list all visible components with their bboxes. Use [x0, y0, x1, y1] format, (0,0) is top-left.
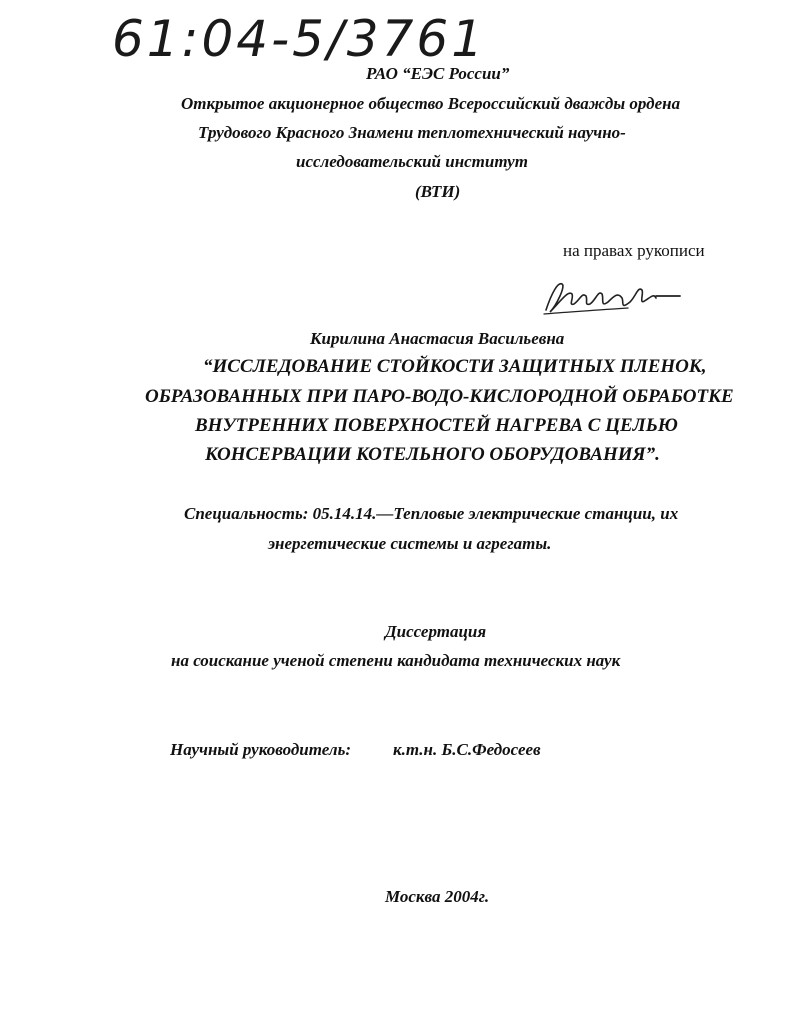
- place-and-year: Москва 2004г.: [385, 887, 490, 906]
- archive-number-handwritten: [112, 6, 512, 68]
- degree-line: на соискание ученой степени кандидата технических наук: [171, 651, 621, 670]
- title-line-4: КОНСЕРВАЦИИ КОТЕЛЬНОГО ОБОРУДОВАНИЯ”.: [205, 444, 660, 465]
- organization-abbreviation: (ВТИ): [415, 182, 461, 201]
- author-name: Кирилина Анастасия Васильевна: [310, 329, 565, 348]
- organization-short-name: РАО “ЕЭС России”: [366, 64, 510, 83]
- organization-line-1: Открытое акционерное общество Всероссийский дважды ордена: [181, 94, 681, 113]
- specialty-line-1: Специальность: 05.14.14.—Тепловые электрические станции, их: [184, 504, 679, 523]
- work-type: Диссертация: [385, 622, 487, 641]
- supervisor-label: Научный руководитель:: [170, 740, 352, 759]
- title-line-2: ОБРАЗОВАННЫХ ПРИ ПАРО-ВОДО-КИСЛОРОДНОЙ ОБРАБОТКЕ: [145, 386, 734, 407]
- title-line-3: ВНУТРЕННИХ ПОВЕРХНОСТЕЙ НАГРЕВА С ЦЕЛЬЮ: [195, 415, 678, 436]
- organization-line-3: исследовательский институт: [296, 152, 528, 171]
- archive-number-text: 61:04-5/3761: [112, 10, 487, 68]
- specialty-line-2: энергетические системы и агрегаты.: [268, 534, 552, 553]
- title-line-1: “ИССЛЕДОВАНИЕ СТОЙКОСТИ ЗАЩИТНЫХ ПЛЕНОК,: [203, 356, 707, 377]
- signature-icon: [538, 272, 683, 320]
- supervisor-name: к.т.н. Б.С.Федосеев: [393, 740, 541, 759]
- organization-line-2: Трудового Красного Знамени теплотехнический научно-: [198, 123, 626, 142]
- rights-note: на правах рукописи: [563, 241, 705, 260]
